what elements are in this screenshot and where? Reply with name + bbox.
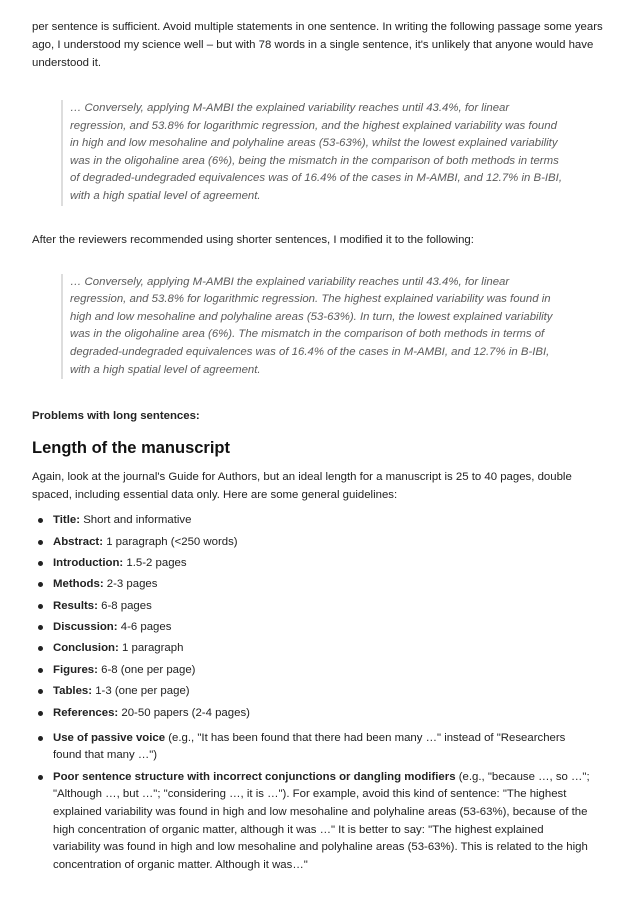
bullet-icon <box>38 711 43 716</box>
list-item <box>32 705 608 722</box>
bullet-icon <box>38 582 43 587</box>
list-item <box>32 769 608 875</box>
list-item <box>32 662 608 679</box>
guideline-label: Conclusion: <box>53 642 119 655</box>
section-title: Length of the manuscript <box>32 439 230 458</box>
guideline-label: Introduction: <box>53 556 124 569</box>
guidelines-list <box>32 512 608 722</box>
problems-list <box>32 730 608 875</box>
bullet-icon <box>38 518 43 523</box>
list-item <box>32 619 608 636</box>
guideline-label: Discussion: <box>53 621 118 634</box>
guideline-text: 1 paragraph (<250 words) <box>106 535 238 548</box>
guideline-text: 6-8 (one per page) <box>101 663 196 676</box>
bullet-icon <box>38 646 43 651</box>
guideline-text: Short and informative <box>83 514 192 527</box>
quote-original: … Conversely, applying M-AMBI the explained variability reaches until 43.4%, for linear regression, and 53.8% for logarithmic regression, and the highest explained variability was found in high and low mesohaline and polyhaline areas (53-63%), whilst the lowest explained variability was in the oligohaline area (6%), being the mismatch in the comparison of both methods in terms of degraded-undegraded equivalences was of 16.4% of the cases in M-AMBI, and 12.7% in B-IBI, with a high spatial level of agreement. <box>61 100 608 206</box>
bullet-icon <box>38 736 43 741</box>
list-item <box>32 730 608 765</box>
list-item <box>32 683 608 700</box>
problems-heading: Problems with long sentences: <box>32 410 200 423</box>
bullet-icon <box>38 689 43 694</box>
list-item <box>32 640 608 657</box>
list-item <box>32 576 608 593</box>
guideline-text: 20-50 papers (2-4 pages) <box>121 706 250 719</box>
intro-paragraph: per sentence is sufficient. Avoid multiple statements in one sentence. In writing the following passage some years ago, I understood my science well – but with 78 words in a single sentence, it's unlikely that anyone would have understood it. <box>32 21 603 69</box>
guideline-text: 1-3 (one per page) <box>95 685 190 698</box>
guideline-label: Methods: <box>53 578 104 591</box>
bullet-icon <box>38 604 43 609</box>
problem-label: Use of passive voice <box>53 731 166 744</box>
guideline-label: Figures: <box>53 663 98 676</box>
list-item <box>32 598 608 615</box>
problem-label: Poor sentence structure with incorrect conjunctions or dangling modifiers <box>53 770 456 783</box>
guideline-text: 1 paragraph <box>121 642 184 655</box>
bullet-icon <box>38 561 43 566</box>
guideline-label: References: <box>53 706 119 719</box>
guideline-label: Title: <box>53 514 81 527</box>
problem-text: (e.g., "because …, so …"; "Although …, but …"; "considering …, it is …"). For example, avoid this kind of sentence: "The highest explained variability was found in high and low mesohaline and polyhaline areas (53-63%), because of the high concentration of organic matter, although it was …" It is better to say: "The highest explained variability was found in high and low mesohaline and polyhaline areas (53-63%). This is related to the high concentration of organic matter. Although it was…" <box>53 770 590 871</box>
guideline-text: 6-8 pages <box>101 599 152 612</box>
guideline-label: Results: <box>53 599 98 612</box>
bullet-icon <box>38 775 43 780</box>
guideline-label: Abstract: <box>53 535 104 548</box>
revision-intro: After the reviewers recommended using shorter sentences, I modified it to the following: <box>32 233 474 246</box>
bullet-icon <box>38 625 43 630</box>
section-paragraph: Again, look at the journal's Guide for Authors, but an ideal length for a manuscript is 25 to 40 pages, double spaced, including essential data only. Here are some general guidelines: <box>32 471 572 502</box>
bullet-icon <box>38 668 43 673</box>
list-item <box>32 534 608 551</box>
guideline-text: 4-6 pages <box>120 621 172 634</box>
bullet-icon <box>38 540 43 545</box>
guideline-text: 1.5-2 pages <box>126 556 187 569</box>
problem-text: (e.g., "It has been found that there had been many …" instead of "Researchers found that many …") <box>53 731 566 762</box>
guideline-text: 2-3 pages <box>106 578 158 591</box>
list-item <box>32 512 608 529</box>
list-item <box>32 555 608 572</box>
guideline-label: Tables: <box>53 685 93 698</box>
quote-revised: … Conversely, applying M-AMBI the explained variability reaches until 43.4%, for linear regression, and 53.8% for logarithmic regression. The highest explained variability was found in high and low mesohaline and polyhaline areas (53-63%). In turn, the lowest explained variability was in the oligohaline area (6%). The mismatch in the comparison of both methods in terms of degraded-undegraded equivalences was of 16.4% of the cases in M-AMBI, and 12.7% in B-IBI, with a high spatial level of agreement. <box>61 274 608 380</box>
